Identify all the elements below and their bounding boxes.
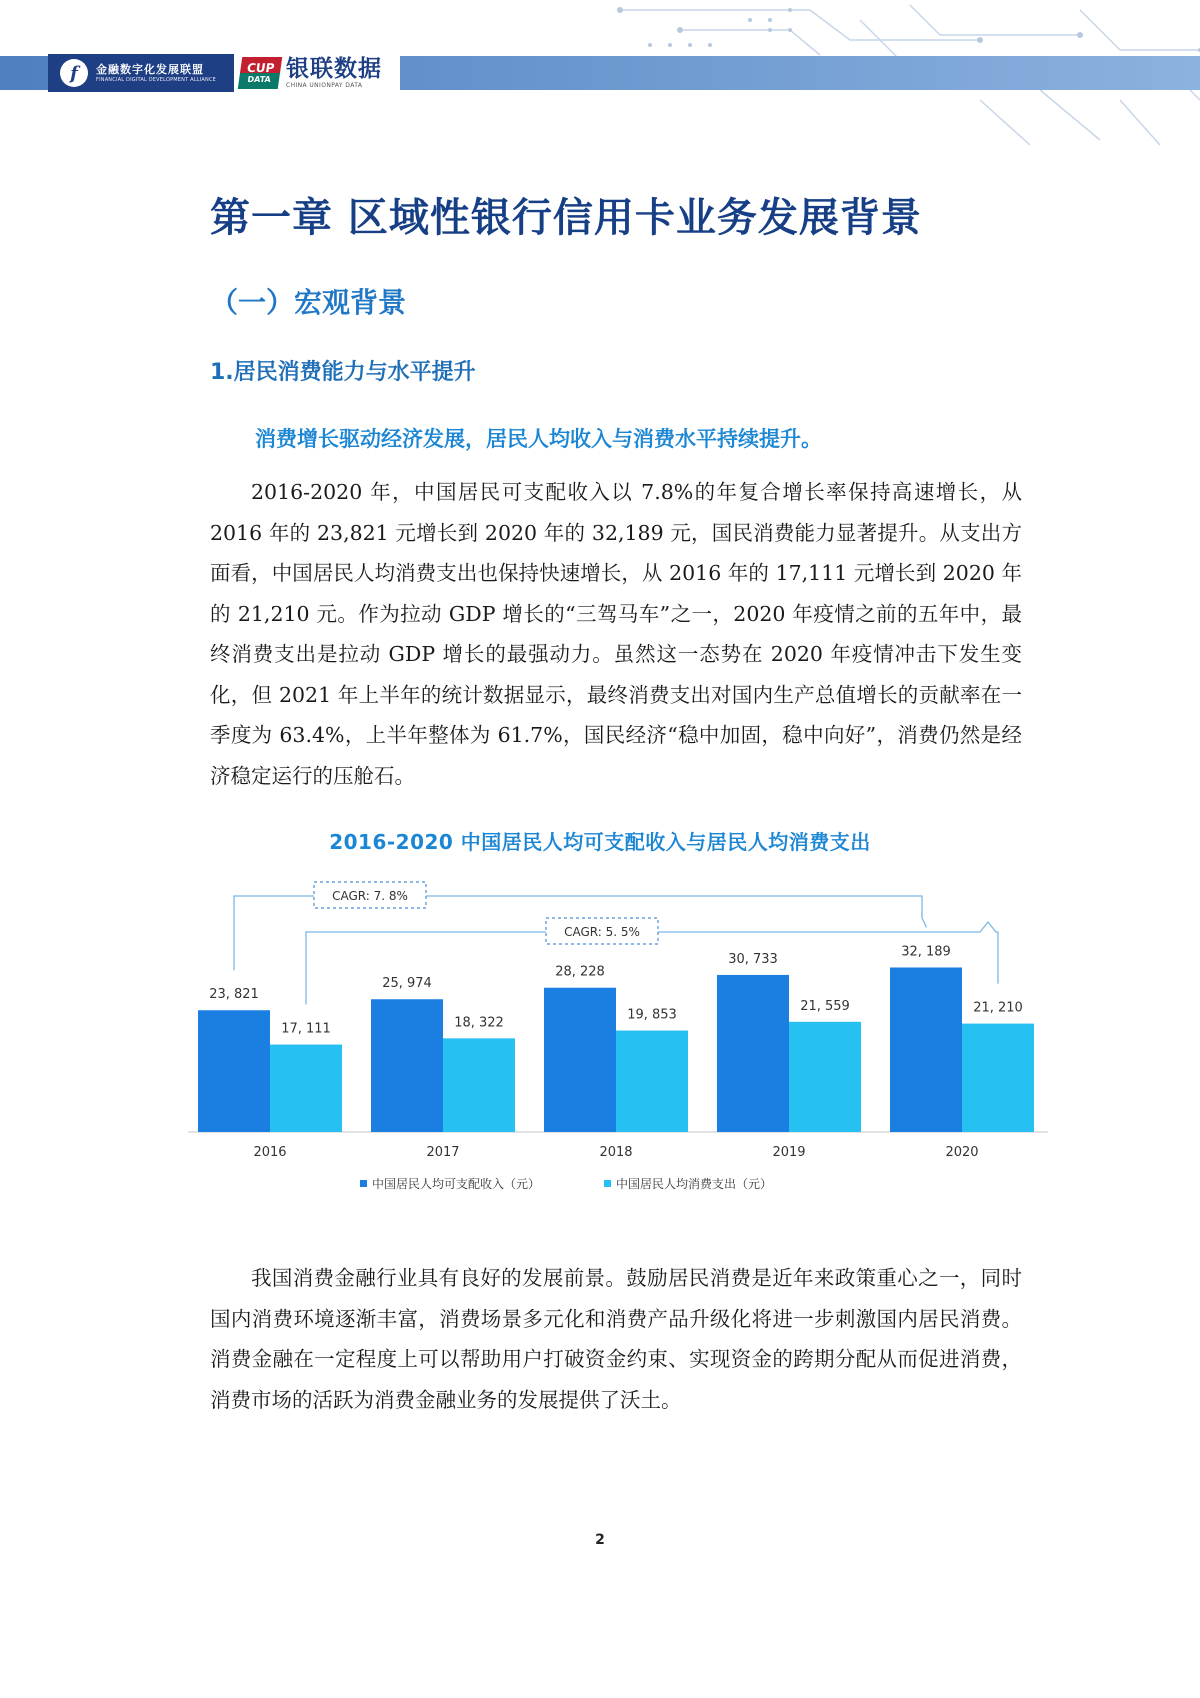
legend-label-2: 中国居民人均消费支出（元） <box>616 1177 773 1191</box>
bar-consumption-2017 <box>443 1038 515 1132</box>
alliance-logo-icon: f <box>60 59 88 87</box>
lead-sentence: 消费增长驱动经济发展，居民人均收入与消费水平持续提升。 <box>255 427 822 451</box>
data-label-income-2018: 28, 228 <box>555 964 605 980</box>
cagr-label-1: CAGR: 7. 8% <box>332 889 408 903</box>
x-tick-label-2016: 2016 <box>253 1145 287 1160</box>
alliance-name-en: FINANCIAL DIGITAL DEVELOPMENT ALLIANCE <box>96 76 217 83</box>
cupdata-logo <box>234 54 400 92</box>
alliance-logo <box>48 54 236 92</box>
legend-swatch-1 <box>360 1180 367 1187</box>
data-label-income-2020: 32, 189 <box>901 944 951 960</box>
x-tick-label-2020: 2020 <box>945 1145 979 1160</box>
sub-title: 1.居民消费能力与水平提升 <box>210 360 476 385</box>
alliance-name: 金融数字化发展联盟 <box>96 62 204 76</box>
x-tick-label-2018: 2018 <box>599 1145 633 1160</box>
cupdata-name: 银联数据 <box>286 55 382 82</box>
chart-title: 2016-2020 中国居民人均可支配收入与居民人均消费支出 <box>329 830 871 854</box>
bar-consumption-2019 <box>789 1022 861 1132</box>
data-label-consumption-2016: 17, 111 <box>281 1021 331 1037</box>
bar-income-2016 <box>198 1010 270 1132</box>
page-number: 2 <box>595 1532 605 1548</box>
bar-income-2018 <box>544 988 616 1132</box>
data-label-consumption-2018: 19, 853 <box>627 1007 677 1023</box>
cagr-label-2: CAGR: 5. 5% <box>564 925 640 939</box>
bar-consumption-2018 <box>616 1031 688 1132</box>
bar-income-2019 <box>717 975 789 1132</box>
x-tick-label-2019: 2019 <box>772 1145 806 1160</box>
section-title: （一）宏观背景 <box>210 286 407 319</box>
paragraph-income: 2016-2020 年，中国居民可支配收入以 7.8%的年复合增长率保持高速增长，从 2016 年的 23,821 元增长到 2020 年的 32,189 元，国民消费能力显著提升。从支出方面看，中国居民人均消费支出也保持快速增长，从 2016 年的 17,111 元增长到 2020 年的 21,210 元。作为拉动 GDP 增长的“三驾马车”之一，2020 年疫情之前的五年中，最终消费支出是拉动 GDP 增长的最强动力。虽然这一态势在 2020 年疫情冲击下发生变化，但 2021 年上半年的统计数据显示，最终消费支出对国内生产总值增长的贡献率在一季度为 63.4%，上半年整体为 61.7%，国民经济“稳中加固，稳中向好”，消费仍然是经济稳定运行的压舱石。 <box>210 480 1022 788</box>
data-label-income-2019: 30, 733 <box>728 951 778 967</box>
income-consumption-chart <box>180 870 1060 1210</box>
data-label-consumption-2020: 21, 210 <box>973 1000 1023 1016</box>
data-label-income-2017: 25, 974 <box>382 976 432 992</box>
bar-income-2020 <box>890 967 962 1132</box>
bar-consumption-2016 <box>270 1045 342 1132</box>
data-label-consumption-2017: 18, 322 <box>454 1015 504 1031</box>
chapter-title: 第一章 区域性银行信用卡业务发展背景 <box>210 195 922 241</box>
cupdata-name-en: CHINA UNIONPAY DATA <box>286 81 363 89</box>
legend-swatch-2 <box>604 1180 611 1187</box>
data-label-income-2016: 23, 821 <box>209 987 259 1003</box>
bar-income-2017 <box>371 999 443 1132</box>
data-label-consumption-2019: 21, 559 <box>800 998 850 1014</box>
cupdata-badge-icon: CUP DATA <box>238 57 282 89</box>
bar-consumption-2020 <box>962 1024 1034 1132</box>
x-tick-label-2017: 2017 <box>426 1145 460 1160</box>
legend-label-1: 中国居民人均可支配收入（元） <box>372 1177 541 1191</box>
paragraph-consumer-finance: 我国消费金融行业具有良好的发展前景。鼓励居民消费是近年来政策重心之一，同时国内消费环境逐渐丰富，消费场景多元化和消费产品升级化将进一步刺激国内居民消费。消费金融在一定程度上可以帮助用户打破资金约束、实现资金的跨期分配从而促进消费，消费市场的活跃为消费金融业务的发展提供了沃土。 <box>210 1266 1022 1412</box>
